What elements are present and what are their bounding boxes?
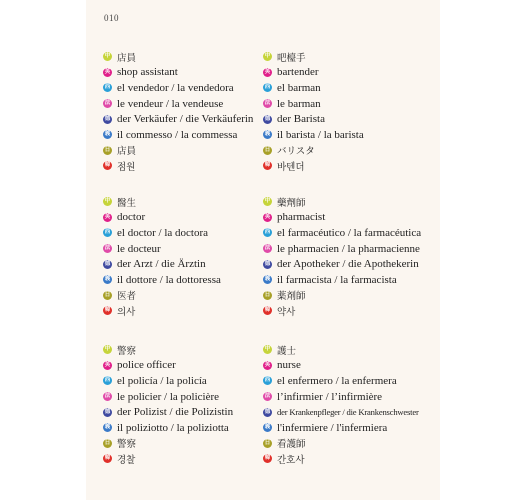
term-row-en xyxy=(263,210,453,226)
term-row-it xyxy=(263,127,453,143)
term-ko: 점원 xyxy=(117,161,136,173)
language-en-icon: 英 xyxy=(104,361,111,368)
language-it-icon: 義 xyxy=(264,276,271,283)
entry-nurse xyxy=(263,342,453,467)
term-row-zh xyxy=(263,342,453,358)
term-row-it xyxy=(263,420,453,436)
term-es: el barman xyxy=(277,81,321,94)
term-ko: 의사 xyxy=(117,306,136,318)
term-ja: 薬剤師 xyxy=(277,291,306,303)
term-en: pharmacist xyxy=(277,211,326,224)
language-ja-icon: 日 xyxy=(104,146,111,153)
term-row-fr xyxy=(263,96,453,112)
term-row-de xyxy=(263,111,453,127)
term-ko: 경찰 xyxy=(117,454,136,466)
term-it: il farmacista / la farmacista xyxy=(277,273,397,286)
language-de-icon: 德 xyxy=(264,408,271,415)
term-ja: 店員 xyxy=(117,146,137,158)
language-fr-icon: 法 xyxy=(104,393,111,400)
term-fr: le vendeur / la vendeuse xyxy=(117,97,224,110)
language-zh-icon: 中 xyxy=(104,346,111,353)
language-ko-icon: 韓 xyxy=(104,455,111,462)
term-row-ja xyxy=(263,436,453,452)
term-row-es xyxy=(263,373,453,389)
term-it: il dottore / la dottoressa xyxy=(117,273,221,286)
term-zh: 醫生 xyxy=(117,197,137,209)
term-zh: 警察 xyxy=(117,345,137,357)
term-de: der Verkäufer / die Verkäuferin xyxy=(117,113,254,126)
language-zh-icon: 中 xyxy=(104,53,111,60)
term-en: shop assistant xyxy=(117,66,178,79)
language-zh-icon: 中 xyxy=(264,53,271,60)
language-de-icon: 德 xyxy=(104,115,111,122)
term-row-en xyxy=(263,65,453,81)
language-en-icon: 英 xyxy=(264,361,271,368)
term-zh: 護士 xyxy=(277,345,297,357)
language-de-icon: 德 xyxy=(104,408,111,415)
term-de: der Polizist / die Polizistin xyxy=(117,406,234,419)
language-es-icon: 西 xyxy=(104,229,111,236)
term-row-es xyxy=(263,225,453,241)
language-it-icon: 義 xyxy=(104,424,111,431)
language-zh-icon: 中 xyxy=(264,198,271,205)
language-ko-icon: 韓 xyxy=(264,455,271,462)
term-es: el farmacéutico / la farmacéutica xyxy=(277,226,422,239)
language-en-icon: 英 xyxy=(264,68,271,75)
language-fr-icon: 法 xyxy=(264,393,271,400)
term-it: il barista / la barista xyxy=(277,128,364,141)
language-it-icon: 義 xyxy=(264,131,271,138)
term-en: doctor xyxy=(117,211,146,224)
language-en-icon: 英 xyxy=(104,213,111,220)
term-ko: 바텐더 xyxy=(277,161,305,173)
term-es: el doctor / la doctora xyxy=(117,226,209,239)
term-it: il poliziotto / la poliziotta xyxy=(117,421,229,434)
term-fr: le pharmacien / la pharmacienne xyxy=(277,242,420,255)
term-row-ko xyxy=(263,158,453,174)
term-row-ko xyxy=(263,303,453,319)
term-fr: l’infirmier / l’infirmière xyxy=(277,390,383,403)
term-en: police officer xyxy=(117,359,176,372)
term-es: el vendedor / la vendedora xyxy=(117,81,234,94)
term-row-ja xyxy=(263,288,453,304)
term-row-de xyxy=(263,404,453,420)
language-ko-icon: 韓 xyxy=(264,162,271,169)
term-row-en xyxy=(263,358,453,374)
language-fr-icon: 法 xyxy=(104,245,111,252)
term-it: il commesso / la commessa xyxy=(117,128,238,141)
term-ja: バリスタ xyxy=(277,146,315,158)
term-de: der Barista xyxy=(277,113,325,126)
term-ja: 医者 xyxy=(117,291,137,303)
term-ko: 약사 xyxy=(277,306,296,318)
term-zh: 藥劑師 xyxy=(277,197,306,209)
language-it-icon: 義 xyxy=(104,276,111,283)
term-it: l'infermiere / l'infermiera xyxy=(277,421,388,434)
term-ja: 看護師 xyxy=(277,439,306,451)
language-de-icon: 德 xyxy=(264,115,271,122)
language-fr-icon: 法 xyxy=(264,245,271,252)
language-de-icon: 德 xyxy=(104,260,111,267)
language-ja-icon: 日 xyxy=(264,439,271,446)
term-fr: le barman xyxy=(277,97,321,110)
language-ko-icon: 韓 xyxy=(104,162,111,169)
language-zh-icon: 中 xyxy=(104,198,111,205)
language-ja-icon: 日 xyxy=(264,146,271,153)
term-de: der Arzt / die Ärztin xyxy=(117,258,206,271)
language-ja-icon: 日 xyxy=(264,291,271,298)
term-de: der Apotheker / die Apothekerin xyxy=(277,258,419,271)
language-en-icon: 英 xyxy=(104,68,111,75)
term-row-es xyxy=(263,80,453,96)
language-ko-icon: 韓 xyxy=(104,307,111,314)
language-fr-icon: 法 xyxy=(104,100,111,107)
term-zh: 吧檯手 xyxy=(277,52,306,64)
language-en-icon: 英 xyxy=(264,213,271,220)
term-es: el enfermero / la enfermera xyxy=(277,374,397,387)
language-de-icon: 德 xyxy=(264,260,271,267)
page-number: 010 xyxy=(104,13,119,23)
language-es-icon: 西 xyxy=(264,377,271,384)
language-ko-icon: 韓 xyxy=(264,307,271,314)
term-row-fr xyxy=(263,389,453,405)
language-it-icon: 義 xyxy=(104,131,111,138)
term-es: el policía / la policía xyxy=(117,374,207,387)
language-es-icon: 西 xyxy=(104,84,111,91)
term-en: nurse xyxy=(277,359,301,372)
term-row-ko xyxy=(263,451,453,467)
term-zh: 店員 xyxy=(117,52,137,64)
language-ja-icon: 日 xyxy=(104,291,111,298)
language-fr-icon: 法 xyxy=(264,100,271,107)
term-fr: le policier / la policière xyxy=(117,390,220,403)
language-it-icon: 義 xyxy=(264,424,271,431)
language-es-icon: 西 xyxy=(104,377,111,384)
language-ja-icon: 日 xyxy=(104,439,111,446)
term-row-it xyxy=(263,272,453,288)
term-ja: 警察 xyxy=(117,439,137,451)
term-row-fr xyxy=(263,241,453,257)
term-de: der Krankenpfleger / die Krankenschwester xyxy=(277,407,419,418)
entry-pharmacist xyxy=(263,194,453,319)
term-row-ja xyxy=(263,143,453,159)
term-row-zh xyxy=(263,49,453,65)
term-en: bartender xyxy=(277,66,319,79)
language-es-icon: 西 xyxy=(264,229,271,236)
language-zh-icon: 中 xyxy=(264,346,271,353)
entry-bartender xyxy=(263,49,453,174)
term-ko: 간호사 xyxy=(277,454,305,466)
term-fr: le docteur xyxy=(117,242,161,255)
term-row-zh xyxy=(263,194,453,210)
term-row-de xyxy=(263,256,453,272)
language-es-icon: 西 xyxy=(264,84,271,91)
